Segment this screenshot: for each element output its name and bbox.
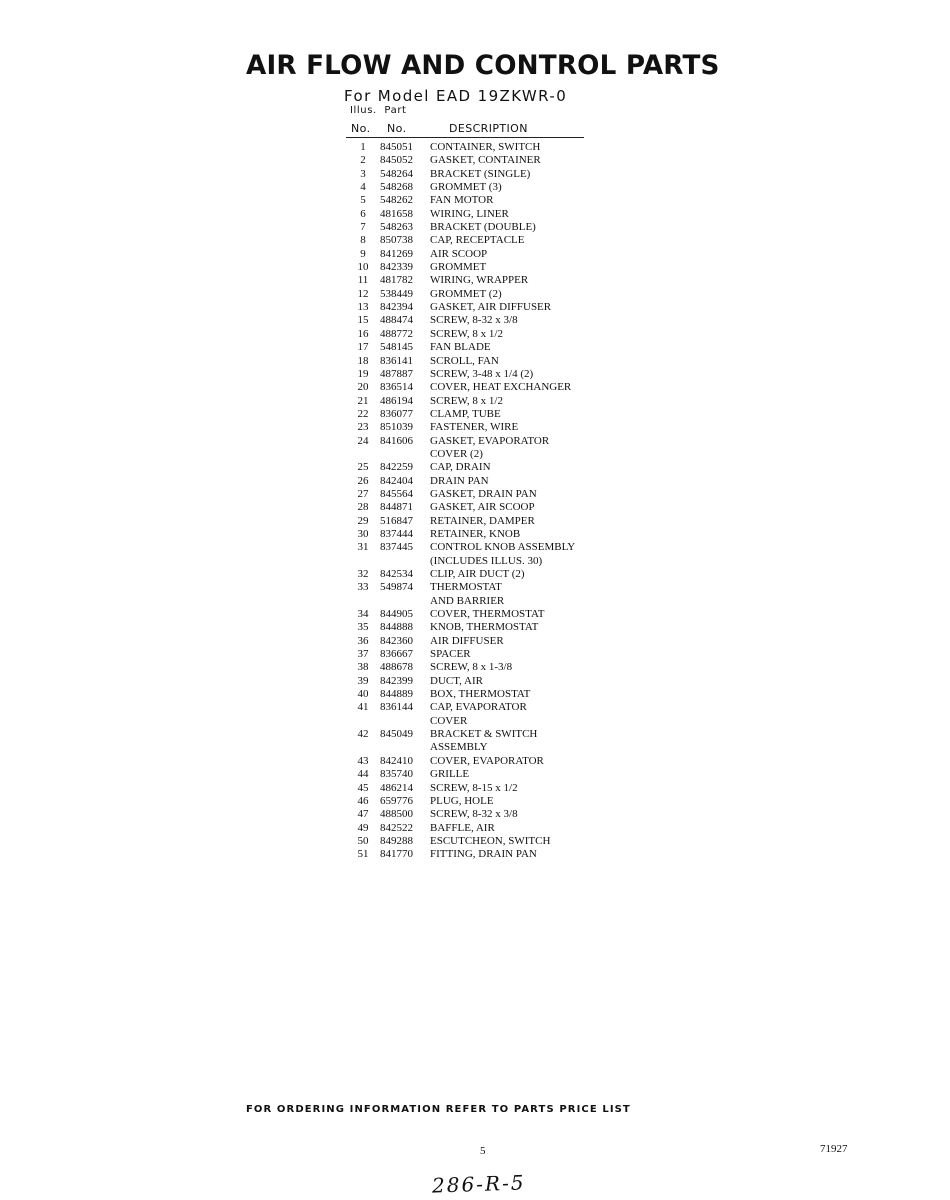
part-description [430, 621, 608, 634]
part-number: 548263 [380, 221, 413, 234]
parts-row [348, 782, 608, 795]
part-number: 850738 [380, 234, 413, 247]
parts-row [348, 288, 608, 301]
description-line: KNOB, THERMOSTAT [430, 621, 539, 634]
description-line: SCREW, 8 x 1/2 [430, 327, 503, 340]
part-number: 488772 [380, 327, 413, 340]
illus-number: 30 [357, 527, 369, 540]
part-description [430, 835, 608, 848]
parts-row [348, 461, 608, 474]
part-number: 516847 [380, 514, 413, 527]
part-number: 488474 [380, 314, 413, 327]
part-number: 841269 [380, 247, 413, 260]
parts-row [348, 314, 608, 327]
parts-row [348, 661, 608, 674]
description-line: DRAIN PAN [430, 474, 489, 487]
illus-number: 6 [360, 207, 366, 220]
part-description [430, 581, 608, 608]
handwritten-note: 286-R-5 [431, 1170, 526, 1198]
part-number: 849288 [380, 834, 413, 847]
parts-row [348, 581, 608, 608]
part-description [430, 661, 608, 674]
illus-number: 43 [357, 754, 369, 767]
description-line: DUCT, AIR [430, 674, 483, 687]
description-line: CLAMP, TUBE [430, 407, 501, 420]
part-number: 836077 [380, 407, 413, 420]
page-number: 5 [480, 1145, 486, 1157]
illus-number: 44 [357, 768, 369, 781]
part-number: 836141 [380, 354, 413, 367]
part-number: 845051 [380, 141, 413, 153]
part-number: 845564 [380, 487, 413, 500]
part-number: 844871 [380, 501, 413, 514]
part-description [430, 461, 608, 474]
description-line: CONTAINER, SWITCH [430, 141, 541, 153]
parts-row [348, 528, 608, 541]
model-line: For Model EAD 19ZKWR-0 [344, 87, 568, 105]
parts-row [348, 701, 608, 728]
description-line: BRACKET (SINGLE) [430, 167, 531, 180]
part-description [430, 288, 608, 301]
description-line: AIR SCOOP [430, 247, 488, 260]
parts-row [348, 328, 608, 341]
illus-number: 41 [357, 701, 369, 714]
parts-row [348, 675, 608, 688]
parts-row [348, 488, 608, 501]
part-number: 851039 [380, 421, 413, 434]
description-line: COVER, EVAPORATOR [430, 754, 544, 767]
part-description [430, 408, 608, 421]
description-line: CONTROL KNOB ASSEMBLY [430, 541, 576, 554]
part-number: 844888 [380, 621, 413, 634]
illus-number: 16 [357, 327, 369, 340]
part-description [430, 314, 608, 327]
description-line: AND BARRIER [430, 594, 505, 607]
illus-number: 18 [357, 354, 369, 367]
part-description [430, 301, 608, 314]
parts-row [348, 688, 608, 701]
description-line: SCREW, 8-32 x 3/8 [430, 314, 518, 327]
part-number: 842410 [380, 754, 413, 767]
description-line: SCROLL, FAN [430, 354, 499, 367]
part-description [430, 395, 608, 408]
part-description [430, 688, 608, 701]
part-description [430, 635, 608, 648]
part-description [430, 381, 608, 394]
illus-number: 26 [357, 474, 369, 487]
parts-row [348, 261, 608, 274]
parts-row [348, 381, 608, 394]
illus-number: 23 [357, 421, 369, 434]
part-number: 842360 [380, 634, 413, 647]
part-number: 836667 [380, 648, 413, 661]
illus-number: 24 [357, 434, 369, 447]
part-description [430, 608, 608, 621]
part-description [430, 181, 608, 194]
parts-row [348, 221, 608, 234]
part-number: 845049 [380, 728, 413, 741]
description-line: WIRING, LINER [430, 207, 509, 220]
illus-number: 47 [357, 808, 369, 821]
part-number: 659776 [380, 794, 413, 807]
part-description [430, 194, 608, 207]
parts-row [348, 755, 608, 768]
part-top-label: Part [384, 105, 407, 116]
part-description [430, 675, 608, 688]
part-number: 538449 [380, 287, 413, 300]
part-number: 842259 [380, 461, 413, 474]
illus-number: 35 [357, 621, 369, 634]
description-line: FASTENER, WIRE [430, 421, 519, 434]
part-number: 844905 [380, 608, 413, 621]
part-number: 842339 [380, 261, 413, 274]
illus-number: 10 [357, 261, 369, 274]
part-description [430, 488, 608, 501]
description-line: BAFFLE, AIR [430, 821, 495, 834]
part-number: 836514 [380, 381, 413, 394]
parts-row [348, 248, 608, 261]
part-description [430, 221, 608, 234]
illus-number: 19 [357, 367, 369, 380]
part-number: 837445 [380, 541, 413, 554]
part-description [430, 168, 608, 181]
description-line: CAP, RECEPTACLE [430, 234, 525, 247]
illus-number: 17 [357, 341, 369, 354]
document-code: 71927 [820, 1143, 848, 1155]
parts-row [348, 822, 608, 835]
parts-row [348, 728, 608, 755]
part-description [430, 328, 608, 341]
illus-number: 50 [357, 834, 369, 847]
header-rule [346, 137, 584, 138]
part-description [430, 528, 608, 541]
illus-number: 34 [357, 608, 369, 621]
illus-number: 27 [357, 487, 369, 500]
description-line: GASKET, AIR DIFFUSER [430, 301, 552, 314]
part-number: 836144 [380, 701, 413, 714]
description-line: CAP, DRAIN [430, 461, 491, 474]
description-line: SCREW, 8-15 x 1/2 [430, 781, 518, 794]
part-number: 841606 [380, 434, 413, 447]
part-description [430, 795, 608, 808]
part-description [430, 421, 608, 434]
parts-row [348, 608, 608, 621]
description-line: ESCUTCHEON, SWITCH [430, 834, 551, 847]
part-number: 488500 [380, 808, 413, 821]
description-line: GASKET, CONTAINER [430, 154, 541, 167]
description-line: FAN BLADE [430, 341, 491, 354]
illus-number: 11 [357, 274, 369, 287]
ordering-footer: FOR ORDERING INFORMATION REFER TO PARTS PRICE LIST [246, 1104, 631, 1115]
part-number: 842522 [380, 821, 413, 834]
part-number: 844889 [380, 688, 413, 701]
parts-row [348, 475, 608, 488]
description-line: GROMMET (3) [430, 181, 502, 194]
part-number: 841770 [380, 848, 413, 861]
description-line: CAP, EVAPORATOR [430, 701, 527, 714]
parts-row [348, 835, 608, 848]
part-description [430, 728, 608, 755]
parts-row [348, 515, 608, 528]
illus-number: 31 [357, 541, 369, 554]
illus-top-label: Illus. [350, 105, 377, 116]
illus-number: 2 [360, 154, 366, 167]
description-line: GASKET, DRAIN PAN [430, 487, 537, 500]
description-line: BOX, THERMOSTAT [430, 688, 531, 701]
description-line: FITTING, DRAIN PAN [430, 848, 537, 861]
description-line: SCREW, 8 x 1-3/8 [430, 661, 513, 674]
description-line: WIRING, WRAPPER [430, 274, 529, 287]
description-line: AIR DIFFUSER [430, 634, 504, 647]
parts-row [348, 141, 608, 154]
parts-row [348, 635, 608, 648]
illus-number: 12 [357, 287, 369, 300]
illus-number: 5 [360, 194, 366, 207]
parts-list [348, 141, 608, 862]
part-description [430, 355, 608, 368]
parts-row [348, 208, 608, 221]
parts-row [348, 341, 608, 354]
illus-number: 42 [357, 728, 369, 741]
part-number: 481658 [380, 207, 413, 220]
description-line: GASKET, AIR SCOOP [430, 501, 535, 514]
part-description [430, 475, 608, 488]
illus-number: 40 [357, 688, 369, 701]
illus-number: 51 [357, 848, 369, 861]
illus-number: 37 [357, 648, 369, 661]
column-subheader [350, 105, 407, 116]
illus-number: 38 [357, 661, 369, 674]
description-line: GROMMET [430, 261, 487, 274]
description-line: CLIP, AIR DUCT (2) [430, 568, 525, 580]
part-description [430, 261, 608, 274]
part-description [430, 141, 608, 154]
description-line: ASSEMBLY [430, 741, 488, 754]
parts-row [348, 368, 608, 381]
description-line: COVER [430, 714, 468, 727]
illus-number: 22 [357, 407, 369, 420]
description-line: SPACER [430, 648, 471, 661]
parts-row [348, 768, 608, 781]
illus-number: 45 [357, 781, 369, 794]
parts-row [348, 848, 608, 861]
part-number: 548262 [380, 194, 413, 207]
part-description [430, 154, 608, 167]
illus-number: 21 [357, 394, 369, 407]
illus-number: 7 [360, 221, 366, 234]
part-description [430, 701, 608, 728]
part-description [430, 501, 608, 514]
part-number: 842404 [380, 474, 413, 487]
part-number: 548264 [380, 167, 413, 180]
part-description [430, 208, 608, 221]
parts-row [348, 795, 608, 808]
parts-row [348, 274, 608, 287]
parts-row [348, 181, 608, 194]
part-number: 488678 [380, 661, 413, 674]
part-description [430, 822, 608, 835]
part-description [430, 435, 608, 462]
part-description [430, 568, 608, 581]
parts-row [348, 501, 608, 514]
illus-number: 36 [357, 634, 369, 647]
part-description [430, 808, 608, 821]
description-line: COVER, THERMOSTAT [430, 608, 545, 621]
parts-row [348, 621, 608, 634]
part-number: 548145 [380, 341, 413, 354]
part-description [430, 848, 608, 861]
description-line: THERMOSTAT [430, 581, 502, 594]
part-number: 486194 [380, 394, 413, 407]
illus-number: 20 [357, 381, 369, 394]
part-number: 481782 [380, 274, 413, 287]
description-line: COVER, HEAT EXCHANGER [430, 381, 572, 394]
description-line: GASKET, EVAPORATOR [430, 434, 550, 447]
parts-row [348, 301, 608, 314]
part-number: 549874 [380, 581, 413, 594]
part-description [430, 341, 608, 354]
description-line: GROMMET (2) [430, 287, 502, 300]
part-description [430, 234, 608, 247]
illus-no-header: No. [351, 122, 371, 135]
part-description [430, 648, 608, 661]
description-line: COVER (2) [430, 447, 483, 460]
page-title: AIR FLOW AND CONTROL PARTS [246, 50, 720, 81]
part-number: 842534 [380, 568, 413, 580]
parts-row [348, 395, 608, 408]
description-header: DESCRIPTION [449, 122, 528, 135]
part-number: 842399 [380, 674, 413, 687]
description-line: PLUG, HOLE [430, 794, 494, 807]
parts-row [348, 408, 608, 421]
description-line: (INCLUDES ILLUS. 30) [430, 554, 543, 567]
illus-number: 15 [357, 314, 369, 327]
illus-number: 28 [357, 501, 369, 514]
illus-number: 9 [360, 247, 366, 260]
description-line: SCREW, 8-32 x 3/8 [430, 808, 518, 821]
parts-row [348, 435, 608, 462]
illus-number: 8 [360, 234, 366, 247]
illus-number: 1 [360, 141, 366, 153]
description-line: GRILLE [430, 768, 470, 781]
part-number: 486214 [380, 781, 413, 794]
part-description [430, 274, 608, 287]
description-line: BRACKET & SWITCH [430, 728, 538, 741]
part-description [430, 768, 608, 781]
description-line: SCREW, 3-48 x 1/4 (2) [430, 367, 534, 380]
parts-row [348, 648, 608, 661]
parts-row [348, 355, 608, 368]
parts-row [348, 808, 608, 821]
illus-number: 49 [357, 821, 369, 834]
description-line: FAN MOTOR [430, 194, 494, 207]
illus-number: 46 [357, 794, 369, 807]
parts-row [348, 154, 608, 167]
illus-number: 3 [360, 167, 366, 180]
part-number: 835740 [380, 768, 413, 781]
part-number: 548268 [380, 181, 413, 194]
part-number: 842394 [380, 301, 413, 314]
part-number: 845052 [380, 154, 413, 167]
parts-row [348, 234, 608, 247]
illus-number: 33 [357, 581, 369, 594]
description-line: RETAINER, KNOB [430, 527, 521, 540]
part-number: 837444 [380, 527, 413, 540]
illus-number: 4 [360, 181, 366, 194]
illus-number: 32 [357, 568, 369, 580]
part-description [430, 782, 608, 795]
parts-row [348, 421, 608, 434]
part-description [430, 755, 608, 768]
part-description [430, 541, 608, 568]
part-description [430, 368, 608, 381]
illus-number: 13 [357, 301, 369, 314]
parts-row [348, 568, 608, 581]
illus-number: 29 [357, 514, 369, 527]
description-line: BRACKET (DOUBLE) [430, 221, 536, 234]
part-description [430, 515, 608, 528]
parts-row [348, 168, 608, 181]
parts-row [348, 194, 608, 207]
description-line: SCREW, 8 x 1/2 [430, 394, 503, 407]
part-no-header: No. [387, 122, 407, 135]
parts-row [348, 541, 608, 568]
part-description [430, 248, 608, 261]
description-line: RETAINER, DAMPER [430, 514, 535, 527]
part-number: 487887 [380, 367, 413, 380]
illus-number: 25 [357, 461, 369, 474]
illus-number: 39 [357, 674, 369, 687]
